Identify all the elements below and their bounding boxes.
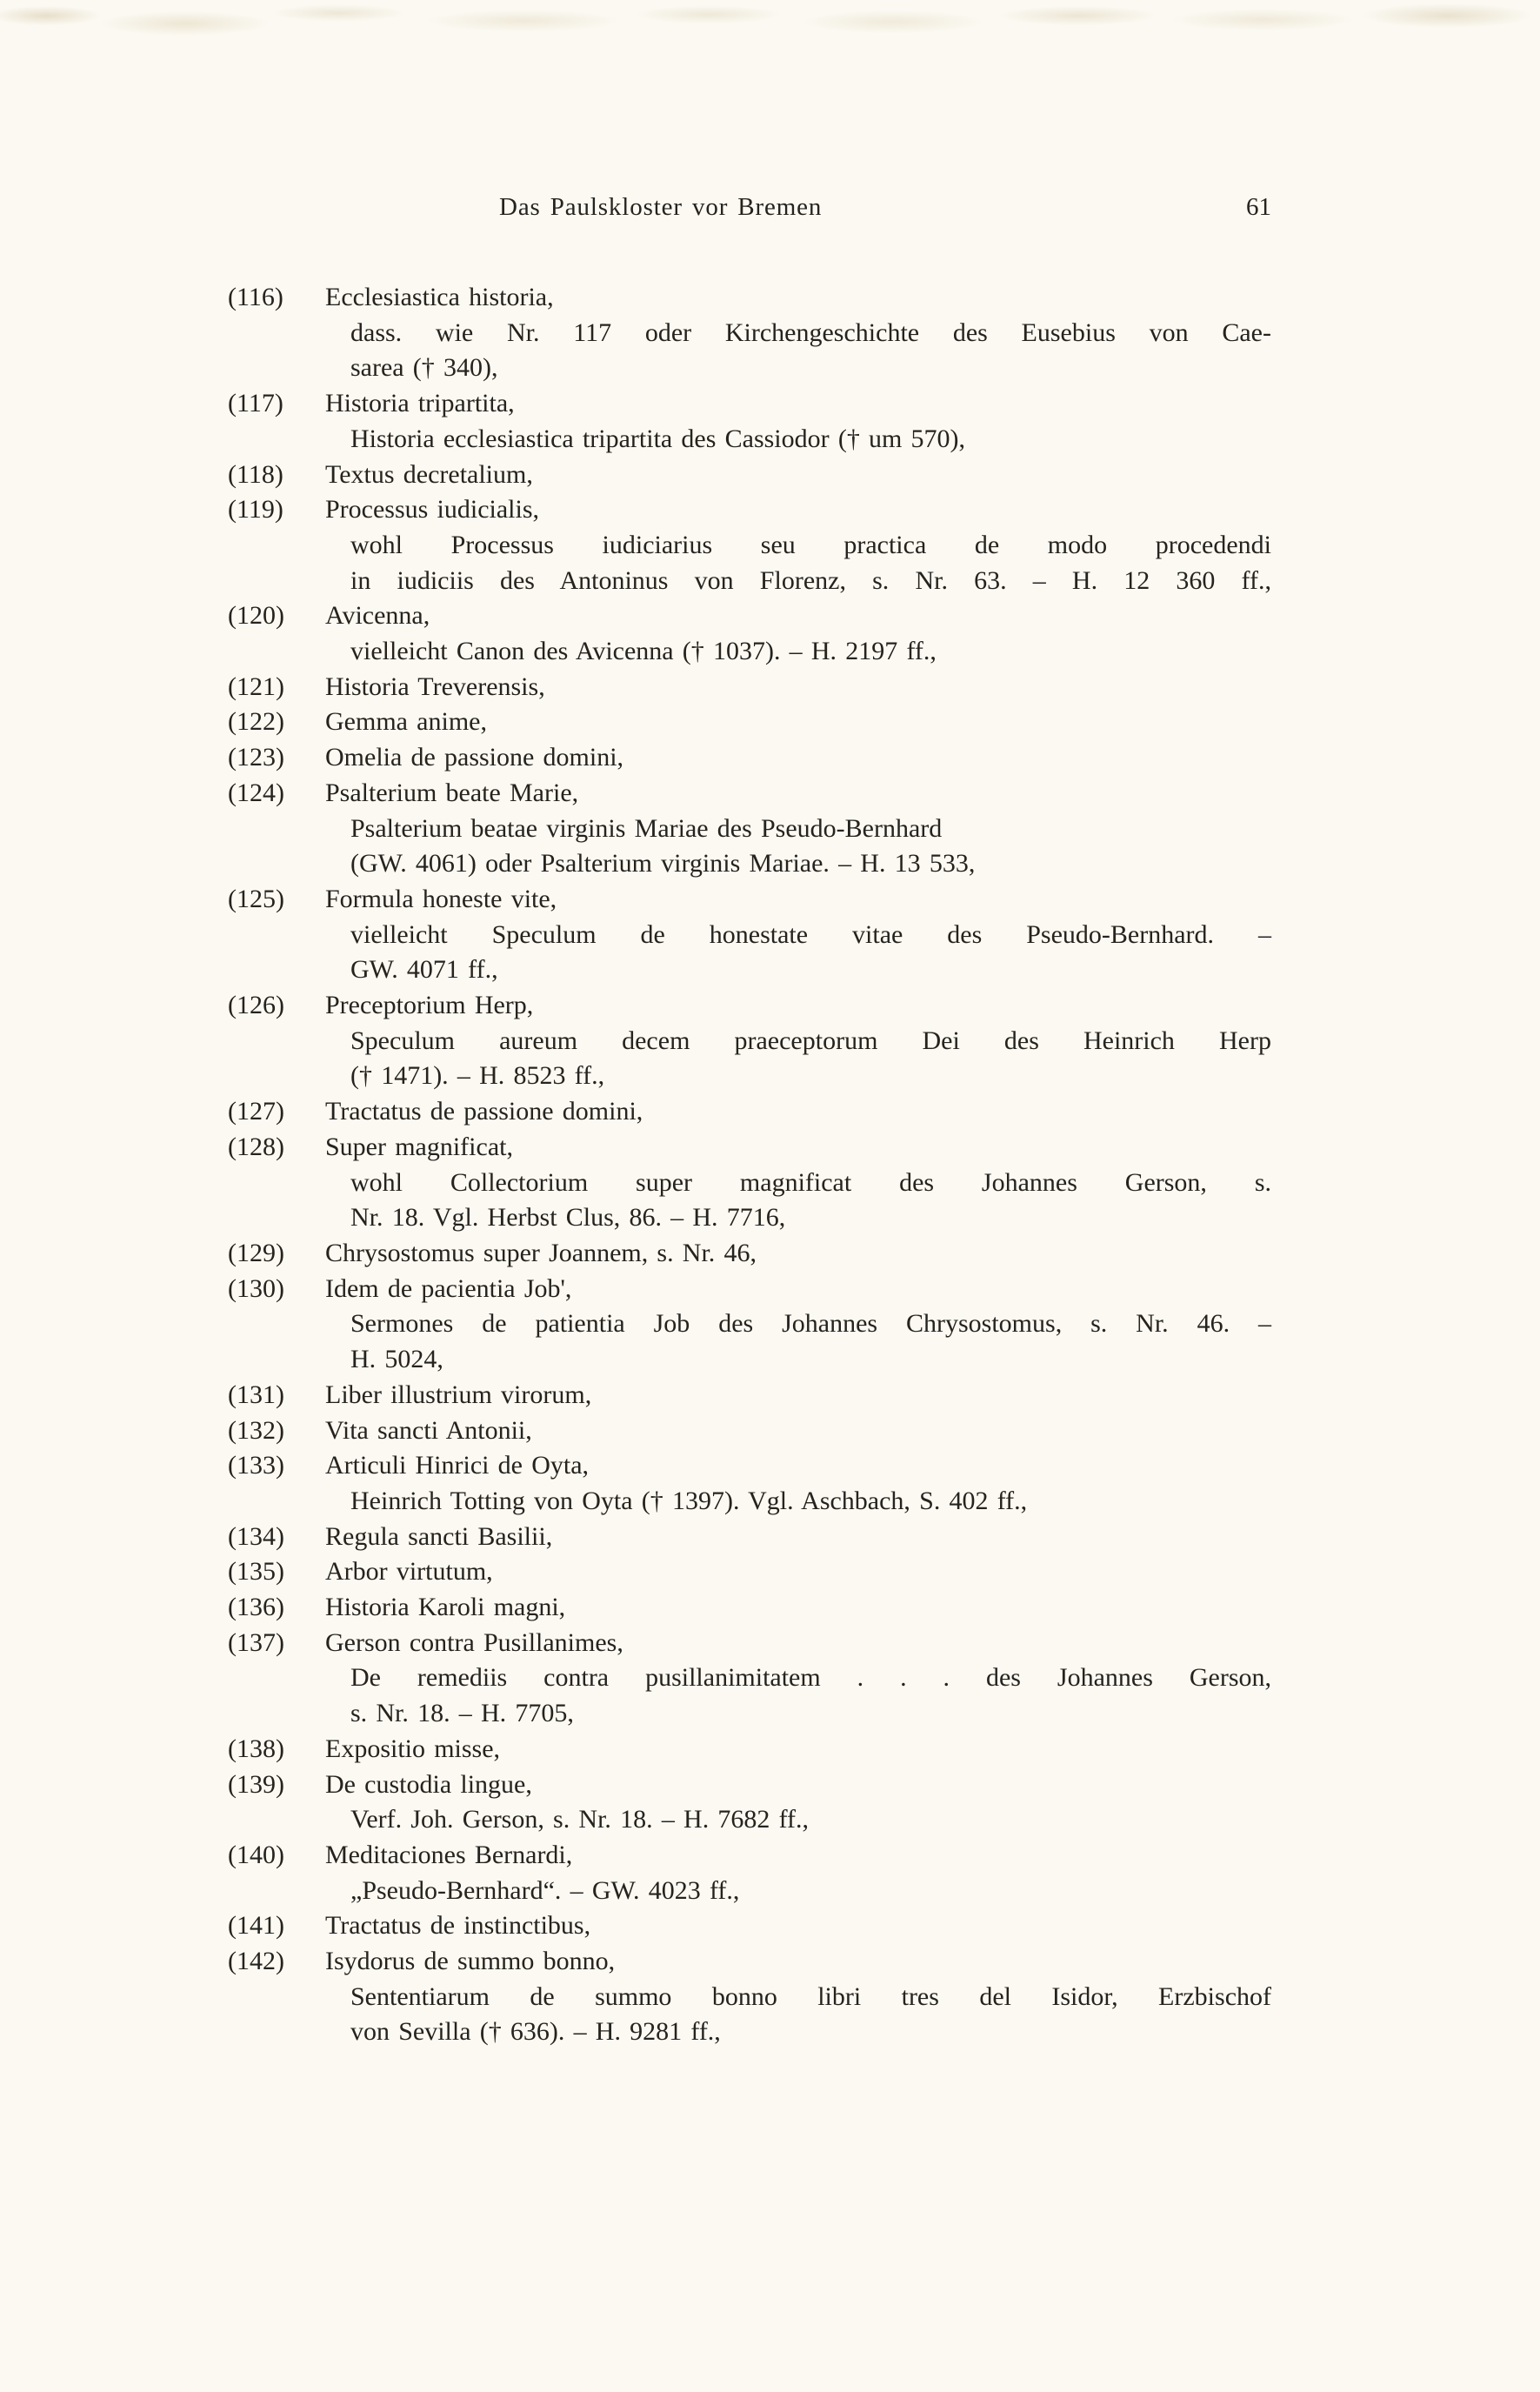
entry-description-line: dass. wie Nr. 117 oder Kirchengeschichte des Eusebius von Cae- (350, 317, 1271, 347)
entry-title: Preceptorium Herp, (325, 991, 534, 1020)
entry-head-line (228, 1838, 1271, 1874)
entry-head-line (228, 1908, 1271, 1944)
entry-head-line (228, 705, 1271, 740)
entry-number: (131) (228, 1380, 284, 1409)
entry-title: Regula sancti Basilii, (325, 1521, 553, 1551)
entry-list (228, 280, 1271, 2050)
entry-head-line (228, 1236, 1271, 1272)
page-number: 61 (1246, 193, 1271, 221)
entry-number: (121) (228, 671, 284, 701)
entry-number: (128) (228, 1132, 284, 1161)
entry-head-line (228, 1626, 1271, 1661)
entry-number: (124) (228, 778, 284, 807)
entry-title: Meditaciones Bernardi, (325, 1840, 573, 1869)
list-item (228, 670, 1271, 705)
entry-description-line: in iudiciis des Antoninus von Florenz, s. Nr. 63. – H. 12 360 ff., (350, 565, 1271, 595)
entry-head-line (228, 988, 1271, 1024)
entry-title: Formula honeste vite, (325, 884, 557, 913)
entry-title: Liber illustrium virorum, (325, 1380, 592, 1409)
entry-head-line (228, 280, 1271, 316)
entry-description-line: Heinrich Totting von Oyta († 1397). Vgl. Aschbach, S. 402 ff., (350, 1486, 1028, 1515)
entry-title: Gerson contra Pusillanimes, (325, 1627, 623, 1657)
entry-description-line: vielleicht Canon des Avicenna († 1037). – H. 2197 ff., (350, 637, 937, 666)
entry-description-line: Historia ecclesiastica tripartita des Cassiodor († um 570), (350, 424, 966, 453)
entry-title: Textus decretalium, (325, 459, 533, 489)
entry-description-line: Sententiarum de summo bonno libri tres del Isidor, Erzbischof (350, 1981, 1271, 2011)
list-item (228, 740, 1271, 776)
entry-number: (139) (228, 1769, 284, 1799)
list-item (228, 598, 1271, 669)
entry-title: Historia Karoli magni, (325, 1593, 566, 1622)
entry-title: Chrysostomus super Joannem, s. Nr. 46, (325, 1238, 757, 1267)
entry-number: (123) (228, 743, 284, 772)
entry-head-line (228, 1590, 1271, 1626)
entry-title: Psalterium beate Marie, (325, 778, 579, 807)
list-item (228, 1908, 1271, 1944)
list-item (228, 1626, 1271, 1732)
entry-description-line: (GW. 4061) oder Psalterium virginis Mariae. – H. 13 533, (350, 849, 976, 879)
entry-description-line: De remediis contra pusillanimitatem . . . des Johannes Gerson, (350, 1663, 1271, 1693)
entry-description-line: Psalterium beatae virginis Mariae des Pseudo-Bernhard (350, 813, 943, 843)
entry-head-line (228, 882, 1271, 918)
entry-description-line: Nr. 18. Vgl. Herbst Clus, 86. – H. 7716, (350, 1203, 786, 1233)
list-item (228, 1767, 1271, 1838)
entry-title: Ecclesiastica historia, (325, 283, 554, 311)
entry-title: Idem de pacientia Job', (325, 1273, 572, 1303)
entry-number: (130) (228, 1273, 284, 1303)
list-item (228, 776, 1271, 882)
entry-number: (134) (228, 1521, 284, 1551)
entry-description-line: wohl Collectorium super magnificat des Johannes Gerson, s. (350, 1167, 1271, 1197)
list-item (228, 1130, 1271, 1236)
entry-number: (135) (228, 1557, 284, 1587)
entry-number: (117) (228, 389, 283, 418)
entry-description-line: wohl Processus iudiciarius seu practica de modo procedendi (350, 530, 1271, 559)
entry-head-line (228, 1448, 1271, 1484)
entry-head-line (228, 386, 1271, 422)
entry-title: Omelia de passione domini, (325, 743, 624, 772)
entry-title: Tractatus de instinctibus, (325, 1911, 591, 1941)
entry-head-line (228, 740, 1271, 776)
list-item (228, 988, 1271, 1094)
entry-number: (138) (228, 1734, 284, 1763)
entry-title: De custodia lingue, (325, 1769, 532, 1799)
entry-head-line (228, 670, 1271, 705)
entry-description-line: sarea († 340), (350, 353, 498, 383)
entry-title: Historia Treverensis, (325, 671, 545, 701)
list-item (228, 1236, 1271, 1272)
entry-number: (127) (228, 1097, 284, 1126)
list-item (228, 1590, 1271, 1626)
running-header-title: Das Paulskloster vor Bremen (499, 193, 823, 221)
entry-head-line (228, 1378, 1271, 1413)
entry-description-line: († 1471). – H. 8523 ff., (350, 1061, 605, 1091)
entry-head-line (228, 1767, 1271, 1803)
entry-title: Processus iudicialis, (325, 495, 540, 525)
list-item (228, 1944, 1271, 2050)
entry-number: (137) (228, 1627, 284, 1657)
entry-number: (118) (228, 459, 283, 489)
entry-title: Arbor virtutum, (325, 1557, 493, 1587)
entry-head-line (228, 1732, 1271, 1767)
list-item (228, 1378, 1271, 1413)
list-item (228, 705, 1271, 740)
list-item (228, 1520, 1271, 1555)
entry-head-line (228, 598, 1271, 634)
list-item (228, 1094, 1271, 1130)
entry-number: (132) (228, 1415, 284, 1445)
entry-description-line: Speculum aureum decem praeceptorum Dei des Heinrich Herp (350, 1026, 1271, 1055)
entry-head-line (228, 458, 1271, 493)
entry-number: (140) (228, 1840, 284, 1869)
scan-artifact-band (0, 0, 1540, 52)
list-item (228, 386, 1271, 457)
entry-head-line (228, 1520, 1271, 1555)
entry-description-line: GW. 4071 ff., (350, 955, 498, 985)
entry-title: Super magnificat, (325, 1132, 513, 1161)
entry-description-line: von Sevilla († 636). – H. 9281 ff., (350, 2017, 721, 2047)
list-item (228, 1413, 1271, 1449)
entry-head-line (228, 776, 1271, 812)
list-item (228, 1554, 1271, 1590)
entry-head-line (228, 1554, 1271, 1590)
entry-number: (129) (228, 1238, 284, 1267)
entry-title: Tractatus de passione domini, (325, 1097, 643, 1126)
list-item (228, 1448, 1271, 1519)
entry-head-line (228, 1272, 1271, 1307)
entry-description-line: H. 5024, (350, 1345, 443, 1374)
list-item (228, 1838, 1271, 1908)
entry-title: Avicenna, (325, 601, 430, 631)
entry-title: Expositio misse, (325, 1734, 501, 1763)
entry-number: (141) (228, 1911, 284, 1941)
entry-number: (125) (228, 884, 284, 913)
list-item (228, 882, 1271, 988)
entry-number: (133) (228, 1451, 284, 1480)
entry-description-line: Sermones de patientia Job des Johannes Chrysostomus, s. Nr. 46. – (350, 1309, 1271, 1339)
entry-description-line: „Pseudo-Bernhard“. – GW. 4023 ff., (350, 1875, 740, 1905)
entry-title: Isydorus de summo bonno, (325, 1947, 616, 1976)
entry-head-line (228, 492, 1271, 528)
entry-head-line (228, 1413, 1271, 1449)
entry-number: (120) (228, 601, 284, 631)
entry-title: Historia tripartita, (325, 389, 515, 418)
entry-head-line (228, 1944, 1271, 1980)
entry-head-line (228, 1130, 1271, 1166)
entry-description-line: Verf. Joh. Gerson, s. Nr. 18. – H. 7682 ff., (350, 1805, 810, 1834)
list-item (228, 492, 1271, 598)
list-item (228, 1732, 1271, 1767)
entry-number: (142) (228, 1947, 284, 1976)
list-item (228, 458, 1271, 493)
entry-number: (122) (228, 707, 284, 737)
entry-title: Vita sancti Antonii, (325, 1415, 532, 1445)
entry-head-line (228, 1094, 1271, 1130)
entry-description-line: vielleicht Speculum de honestate vitae des Pseudo-Bernhard. – (350, 919, 1271, 949)
entry-number: (119) (228, 495, 283, 525)
entry-title: Gemma anime, (325, 707, 487, 737)
entry-description-line: s. Nr. 18. – H. 7705, (350, 1699, 574, 1728)
list-item (228, 280, 1271, 386)
entry-number: (116) (228, 283, 283, 311)
list-item (228, 1272, 1271, 1378)
entry-number: (126) (228, 991, 284, 1020)
entry-title: Articuli Hinrici de Oyta, (325, 1451, 590, 1480)
entry-number: (136) (228, 1593, 284, 1622)
